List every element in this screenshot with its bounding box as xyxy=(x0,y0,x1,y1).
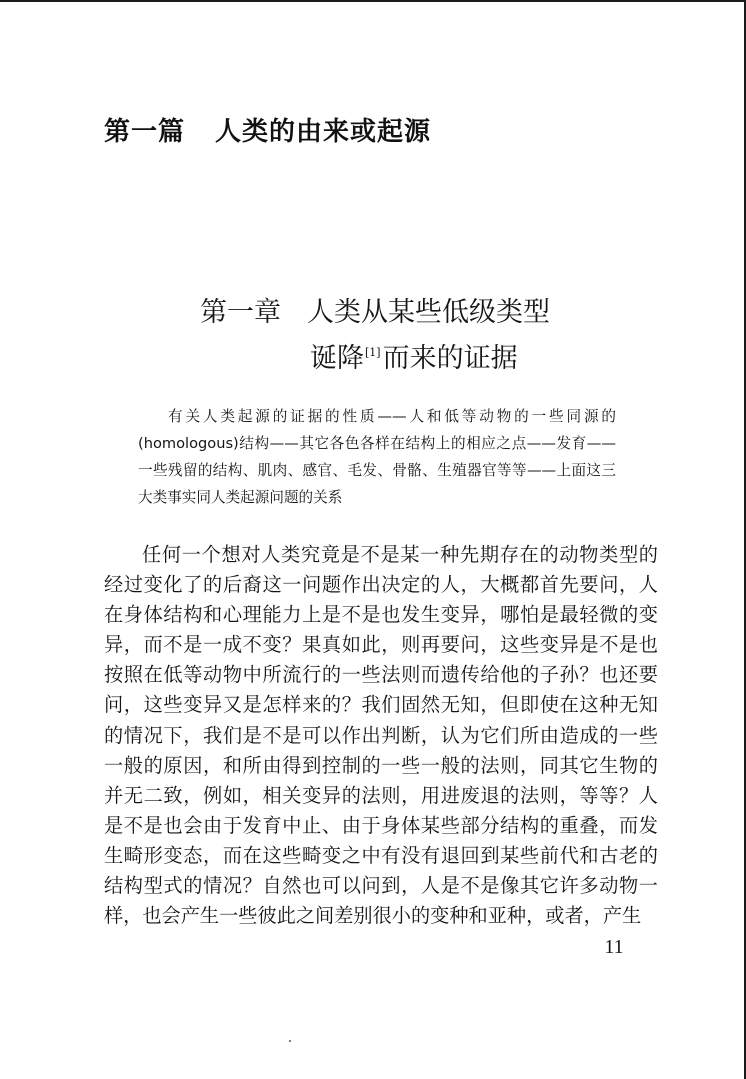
footnote-marker: [1] xyxy=(365,346,381,359)
chapter-title-line2-start: 诞降 xyxy=(310,343,364,374)
scan-speck xyxy=(289,1040,291,1042)
chapter-title-line1: 人类从某些低级类型 xyxy=(307,297,550,328)
body-paragraph: 任何一个想对人类究竟是不是某一种先期存在的动物类型的经过变化了的后裔这一问题作出决定的人，大概都首先要问，人在身体结构和心理能力上是不是也发生变异，哪怕是最轻微的变异，而不是一成不变？果真如此，则再要问，这些变异是不是也按照在低等动物中所流行的一些法则而遗传给他的子孙？也还要问，这些变异又是怎样来的？我们固然无知，但即使在这种无知的情况下，我们是不是可以作出判断，认为它们所由造成的一些一般的原因，和所由得到控制的一些一般的法则，同其它生物的并无二致，例如，相关变异的法则，用进废退的法则，等等？人是不是也会由于发育中止、由于身体某些部分结构的重叠，而发生畸形变态，而在这些畸变之中有没有退回到某些前代和古老的结构型式的情况？自然也可以问到，人是不是像其它许多动物一样，也会产生一些彼此之间差别很小的变种和亚种，或者，产生 xyxy=(104,543,658,928)
page-number: 11 xyxy=(604,936,624,958)
chapter-heading-line1 xyxy=(200,296,660,330)
part-number: 第一篇 xyxy=(104,117,186,147)
part-title: 人类的由来或起源 xyxy=(215,117,432,147)
chapter-title-line2-end: 而来的证据 xyxy=(382,343,518,374)
page-top-edge xyxy=(0,0,746,2)
chapter-heading-line2 xyxy=(310,342,660,376)
chapter-summary: 有关人类起源的证据的性质——人和低等动物的一些同源的(homologous)结构——其它各色各样在结构上的相应之点——发育——一些残留的结构、肌肉、感官、毛发、骨骼、生殖器官等等——上面这三大类事实同人类起源问题的关系 xyxy=(138,408,616,506)
part-heading xyxy=(104,117,664,147)
chapter-number: 第一章 xyxy=(200,297,281,328)
